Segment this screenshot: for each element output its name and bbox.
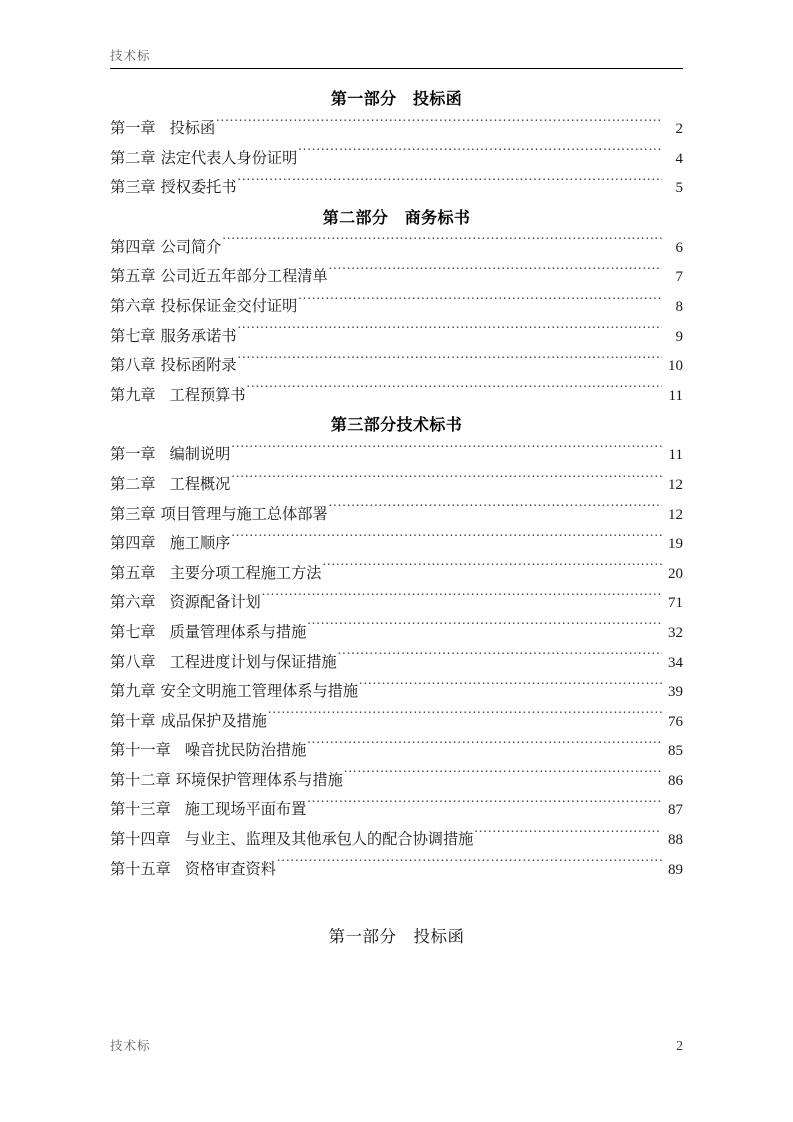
toc-chapter-label: 第二章 xyxy=(110,475,156,493)
toc-chapter-label: 第十一章 xyxy=(110,742,171,760)
toc-leader-dots xyxy=(231,444,662,459)
toc-chapter-title: 投标函 xyxy=(169,120,216,137)
toc-leader-dots xyxy=(216,118,662,133)
toc-entry[interactable] xyxy=(110,736,683,766)
toc-leader-dots xyxy=(231,474,662,489)
toc-page-number: 85 xyxy=(668,743,683,760)
page-header xyxy=(110,48,683,69)
toc-entry[interactable] xyxy=(110,262,683,292)
page-footer xyxy=(110,1036,683,1054)
toc-entry[interactable] xyxy=(110,855,683,885)
toc-entry[interactable] xyxy=(110,470,683,500)
toc-chapter-label: 第六章 xyxy=(110,297,156,315)
table-of-contents xyxy=(110,84,683,952)
part-heading-3: 第三部分技术标书 xyxy=(330,415,463,435)
toc-page-number: 11 xyxy=(668,447,683,464)
toc-leader-dots xyxy=(329,503,662,518)
toc-entry[interactable] xyxy=(110,588,683,618)
toc-chapter-title: 噪音扰民防治措施 xyxy=(184,742,307,760)
toc-page-number: 7 xyxy=(675,269,683,286)
toc-leader-dots xyxy=(277,858,662,873)
toc-page-number: 71 xyxy=(668,595,683,612)
toc-chapter-title: 工程预算书 xyxy=(169,386,246,404)
toc-chapter-title: 与业主、监理及其他承包人的配合协调措施 xyxy=(184,831,474,849)
toc-chapter-label: 第六章 xyxy=(110,594,156,612)
toc-leader-dots xyxy=(238,325,663,340)
toc-page-number: 87 xyxy=(668,802,683,819)
toc-leader-dots xyxy=(247,385,663,400)
toc-page-number: 9 xyxy=(675,328,683,345)
toc-chapter-title: 授权委托书 xyxy=(160,179,237,197)
toc-entry[interactable] xyxy=(110,381,683,411)
toc-page-number: 12 xyxy=(668,476,683,493)
toc-chapter-label: 第十二章 xyxy=(110,771,171,789)
toc-entry[interactable] xyxy=(110,795,683,825)
toc-entry[interactable] xyxy=(110,114,683,144)
toc-entry[interactable] xyxy=(110,351,683,381)
toc-chapter-title: 工程进度计划与保证措施 xyxy=(169,653,337,671)
toc-leader-dots xyxy=(474,829,662,844)
toc-entry[interactable] xyxy=(110,529,683,559)
toc-chapter-title: 资源配备计划 xyxy=(169,594,261,612)
toc-leader-dots xyxy=(238,177,663,192)
toc-chapter-label: 第四章 xyxy=(110,238,156,256)
toc-chapter-title: 施工现场平面布置 xyxy=(184,801,307,819)
toc-leader-dots xyxy=(262,592,662,607)
toc-chapter-title: 公司简介 xyxy=(160,238,222,256)
toc-chapter-title: 施工顺序 xyxy=(169,535,231,553)
toc-leader-dots xyxy=(307,740,662,755)
toc-chapter-title: 主要分项工程施工方法 xyxy=(169,564,322,582)
header-title: 技术标 xyxy=(110,48,151,63)
footer-label: 技术标 xyxy=(110,1038,151,1053)
toc-leader-dots xyxy=(329,266,662,281)
toc-entry[interactable] xyxy=(110,707,683,737)
toc-leader-dots xyxy=(238,355,663,370)
toc-page-number: 19 xyxy=(668,536,683,553)
toc-entry[interactable] xyxy=(110,559,683,589)
toc-chapter-label: 第七章 xyxy=(110,623,156,641)
toc-page-number: 2 xyxy=(675,121,683,137)
toc-entry[interactable] xyxy=(110,677,683,707)
toc-leader-dots xyxy=(338,651,662,666)
toc-chapter-label: 第一章 xyxy=(110,120,156,137)
toc-page-number: 20 xyxy=(668,565,683,582)
toc-chapter-title: 资格审查资料 xyxy=(184,860,276,878)
toc-chapter-title: 法定代表人身份证明 xyxy=(160,149,298,167)
toc-chapter-label: 第七章 xyxy=(110,327,156,345)
toc-leader-dots xyxy=(222,237,662,252)
toc-entry[interactable] xyxy=(110,766,683,796)
toc-page-number: 8 xyxy=(675,298,683,315)
toc-page-number: 10 xyxy=(668,358,683,375)
toc-page-number: 6 xyxy=(675,239,683,256)
toc-leader-dots xyxy=(298,147,662,162)
toc-chapter-label: 第八章 xyxy=(110,357,156,375)
toc-page-number: 88 xyxy=(668,832,683,849)
toc-page-number: 32 xyxy=(668,624,683,641)
toc-entry[interactable] xyxy=(110,144,683,174)
toc-entry[interactable] xyxy=(110,292,683,322)
toc-page-number: 5 xyxy=(675,180,683,197)
toc-entry[interactable] xyxy=(110,322,683,352)
toc-chapter-title: 项目管理与施工总体部署 xyxy=(160,505,328,523)
toc-entry[interactable] xyxy=(110,500,683,530)
toc-leader-dots xyxy=(268,711,662,726)
toc-chapter-label: 第十章 xyxy=(110,712,156,730)
toc-chapter-label: 第三章 xyxy=(110,505,156,523)
toc-chapter-title: 质量管理体系与措施 xyxy=(169,623,307,641)
toc-chapter-label: 第十三章 xyxy=(110,801,171,819)
toc-page-number: 39 xyxy=(668,684,683,701)
toc-chapter-title: 投标保证金交付证明 xyxy=(160,297,298,315)
toc-chapter-label: 第四章 xyxy=(110,535,156,553)
toc-chapter-label: 第八章 xyxy=(110,653,156,671)
toc-leader-dots xyxy=(322,563,662,578)
toc-chapter-title: 投标函附录 xyxy=(160,357,237,375)
toc-leader-dots xyxy=(231,533,662,548)
toc-chapter-label: 第五章 xyxy=(110,268,156,286)
toc-page-number: 34 xyxy=(668,654,683,671)
toc-chapter-label: 第三章 xyxy=(110,179,156,197)
toc-entry[interactable] xyxy=(110,648,683,678)
toc-page-number: 76 xyxy=(668,713,683,730)
toc-leader-dots xyxy=(298,296,662,311)
toc-entry[interactable] xyxy=(110,173,683,203)
document-section-title: 第一部分 投标函 xyxy=(328,927,465,947)
toc-leader-dots xyxy=(344,770,662,785)
toc-chapter-label: 第九章 xyxy=(110,386,156,404)
toc-leader-dots xyxy=(307,799,662,814)
toc-page-number: 89 xyxy=(668,861,683,878)
toc-leader-dots xyxy=(307,622,662,637)
toc-entry[interactable] xyxy=(110,440,683,470)
footer-page-number: 2 xyxy=(676,1038,683,1053)
toc-chapter-title: 公司近五年部分工程清单 xyxy=(160,268,328,286)
toc-leader-dots xyxy=(359,681,662,696)
toc-chapter-label: 第九章 xyxy=(110,683,156,701)
toc-entry[interactable] xyxy=(110,825,683,855)
toc-chapter-title: 编制说明 xyxy=(169,446,231,464)
toc-chapter-label: 第二章 xyxy=(110,149,156,167)
toc-chapter-title: 环境保护管理体系与措施 xyxy=(175,771,343,789)
part-heading-2: 第二部分 商务标书 xyxy=(322,207,471,227)
header-divider xyxy=(110,68,683,69)
toc-chapter-label: 第十四章 xyxy=(110,831,171,849)
toc-page-number: 4 xyxy=(675,150,683,167)
toc-chapter-label: 第十五章 xyxy=(110,860,171,878)
toc-chapter-label: 第一章 xyxy=(110,446,156,464)
toc-chapter-title: 成品保护及措施 xyxy=(160,712,267,730)
toc-entry[interactable] xyxy=(110,233,683,263)
toc-chapter-label: 第五章 xyxy=(110,564,156,582)
part-heading-1: 第一部分 投标函 xyxy=(330,89,463,108)
toc-chapter-title: 服务承诺书 xyxy=(160,327,237,345)
toc-chapter-title: 工程概况 xyxy=(169,475,231,493)
toc-chapter-title: 安全文明施工管理体系与措施 xyxy=(160,683,358,701)
toc-page-number: 12 xyxy=(668,506,683,523)
toc-entry[interactable] xyxy=(110,618,683,648)
toc-page-number: 86 xyxy=(668,772,683,789)
toc-page-number: 11 xyxy=(668,387,683,404)
